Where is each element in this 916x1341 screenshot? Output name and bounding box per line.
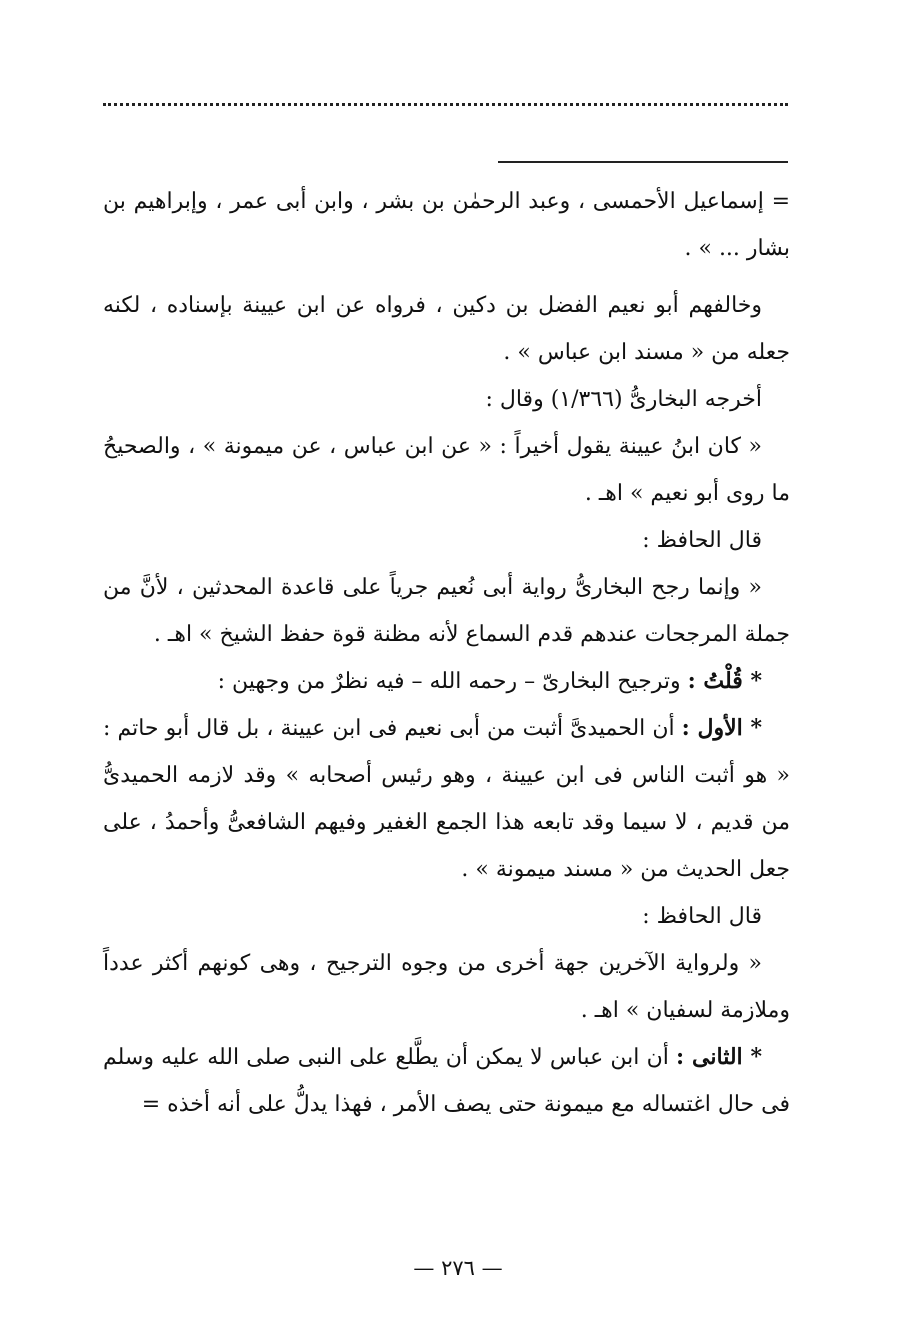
paragraph xyxy=(103,658,790,705)
page-body xyxy=(103,178,790,1128)
paragraph xyxy=(103,517,790,564)
quote-paragraph xyxy=(103,940,790,1034)
paragraph xyxy=(103,893,790,940)
paragraph xyxy=(103,282,790,376)
paragraph-text: « وإنما رجح البخارىُّ رواية أبى نُعيم جرياً على قاعدة المحدثين ، لأنَّ من جملة المرجحات عندهم قدم السماع لأنه مظنة قوة حفظ الشيخ » اهـ . xyxy=(103,575,790,647)
paragraph-text: قال الحافظ : xyxy=(642,904,762,929)
paragraph-text: أن ابن عباس لا يمكن أن يطَّلع على النبى صلى الله عليه وسلم فى حال اغتساله مع ميمونة حتى يصف الأمر ، فهذا يدلُّ على أنه أخذه = xyxy=(103,1045,790,1117)
paragraph-text: وخالفهم أبو نعيم الفضل بن دكين ، فرواه عن ابن عيينة بإسناده ، لكنه جعله من « مسند ابن عباس » . xyxy=(103,293,790,365)
paragraph xyxy=(103,705,790,893)
paragraph-text: قال الحافظ : xyxy=(642,528,762,553)
dotted-separator xyxy=(103,103,788,106)
section-marker: * قُلْتُ : xyxy=(687,668,762,694)
quote-paragraph xyxy=(103,423,790,517)
paragraph-text: أن الحميدىَّ أثبت من أبى نعيم فى ابن عيينة ، بل قال أبو حاتم : « هو أثبت الناس فى ابن عيينة ، وهو رئيس أصحابه » وقد لازمه الحميدىُّ من قديم ، لا سيما وقد تابعه هذا الجمع الغفير وفيهم الشافعىُّ وأحمدُ ، على جعل الحديث من « مسند ميمونة » . xyxy=(103,716,790,882)
page-number: — ٢٧٦ — xyxy=(413,1256,503,1280)
paragraph xyxy=(103,1034,790,1128)
paragraph-text: = إسماعيل الأحمسى ، وعبد الرحمٰن بن بشر ، وابن أبى عمر ، وإبراهيم بن بشار ... » . xyxy=(103,189,790,261)
quote-paragraph xyxy=(103,564,790,658)
section-marker: * الأول : xyxy=(681,715,762,741)
paragraph-text: « ولرواية الآخرين جهة أخرى من وجوه الترجيح ، وهى كونهم أكثر عدداً وملازمة لسفيان » اهـ . xyxy=(103,951,790,1023)
section-marker: * الثانى : xyxy=(676,1044,763,1070)
paragraph-text: وترجيح البخارىّ – رحمه الله – فيه نظرٌ من وجهين : xyxy=(217,669,681,694)
paragraph xyxy=(103,376,790,423)
paragraph-text: أخرجه البخارىُّ (١/٣٦٦) وقال : xyxy=(485,387,762,412)
paragraph-continuation xyxy=(103,178,790,272)
footnote-rule xyxy=(498,161,788,163)
paragraph-text: « كان ابنُ عيينة يقول أخيراً : « عن ابن عباس ، عن ميمونة » ، والصحيحُ ما روى أبو نعيم » اهـ . xyxy=(103,434,790,506)
